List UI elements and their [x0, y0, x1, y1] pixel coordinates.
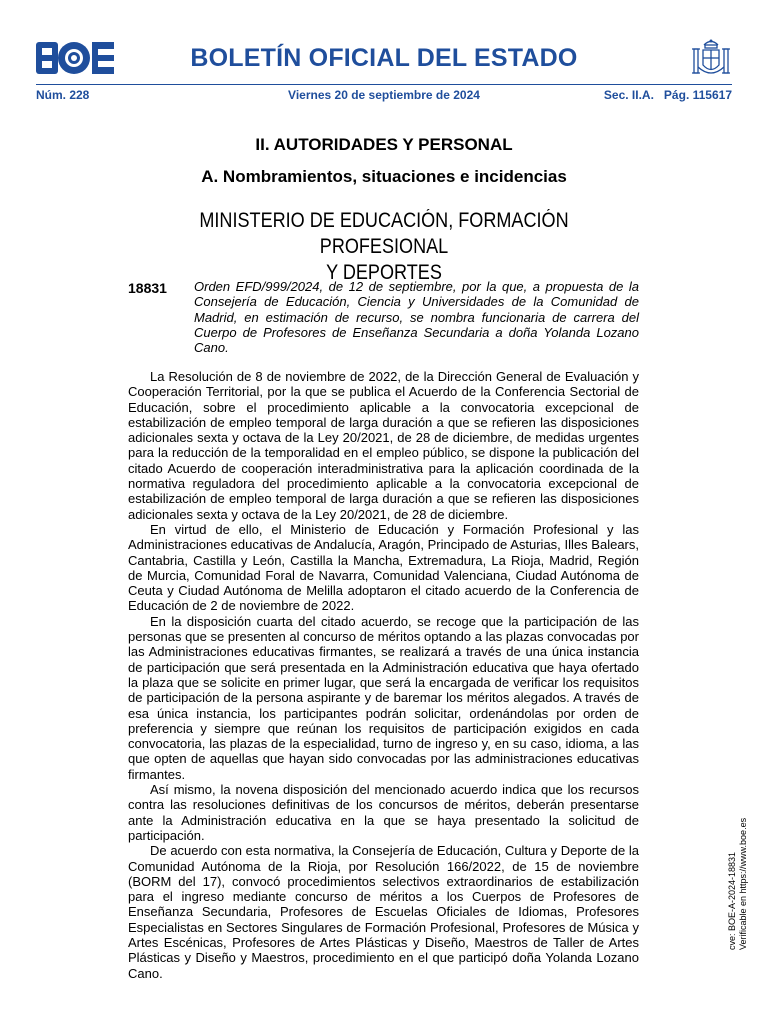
header-divider [36, 84, 732, 85]
paragraph: En virtud de ello, el Ministerio de Educación y Formación Profesional y las Administraciones educativas de Andalucía, Aragón, Principado de Asturias, Illes Balears, Cantabria, Castilla y León, Castilla la Mancha, Extremadura, La Rioja, Madrid, Región de Murcia, Comunidad Foral de Navarra, Comunidad Valenciana, Ciudad Autónoma de Ceuta y Ciudad Autónoma de Melilla adoptaron el citado acuerdo de la Conferencia de Educación de 2 de noviembre de 2022. [128, 521, 639, 614]
coat-of-arms-icon [690, 37, 732, 81]
paragraph: En la disposición cuarta del citado acuerdo, se recoge que la participación de las personas que se presenten al concurso de méritos optando a las plazas convocadas por las Administraciones educativas firmantes, se realizará a través de una única instancia de participación que será presentada en la Administración educativa que haya ofertado la plaza que se solicite en primer lugar, que será la encargada de verificar los requisitos de participación de la persona aspirante y de baremar los méritos alegados. A través de esa única instancia, los participantes podrán solicitar, ordenándolas por orden de preferencia y siempre que reúnan los requisitos de participación exigidos en cada convocatoria, las plazas de la especialidad, turno de ingreso y, en su caso, idioma, a las que opten de aquellas que hayan sido convocadas por las administraciones educativas firmantes. [128, 613, 639, 782]
verification-link[interactable]: Verificable en https://www.boe.es [738, 817, 748, 950]
paragraph: Así mismo, la novena disposición del mencionado acuerdo indica que los recursos contra las resoluciones definitivas de los concursos de méritos, deberán presentarse ante la Administración educativa en la que se haya presentado la solicitud de participación. [128, 782, 639, 843]
issue-date: Viernes 20 de septiembre de 2024 [288, 88, 480, 102]
order-summary: Orden EFD/999/2024, de 12 de septiembre, por la que, a propuesta de la Consejería de Educación, Ciencia y Universidades de la Comunidad de Madrid, en estimación de recurso, se nombra funcionaria de carrera del Cuerpo de Profesores de Enseñanza Secundaria a doña Yolanda Lozano Cano. [194, 279, 639, 356]
ministry-heading [148, 208, 619, 286]
section-page: Sec. II.A. Pág. 115617 [603, 88, 732, 102]
section-heading: II. AUTORIDADES Y PERSONAL [255, 135, 513, 154]
verification-note [727, 810, 749, 950]
ministry-line-1: MINISTERIO DE EDUCACIÓN, FORMACIÓN PROFESIONAL [199, 209, 569, 258]
issue-number: Núm. 228 [36, 88, 90, 102]
ministry-line-2: Y DEPORTES [326, 261, 442, 284]
gazette-title: BOLETÍN OFICIAL DEL ESTADO [190, 44, 578, 72]
subsection-heading: A. Nombramientos, situaciones e incidencias [201, 167, 567, 186]
order-number: 18831 [128, 280, 167, 296]
paragraph: La Resolución de 8 de noviembre de 2022, de la Dirección General de Evaluación y Cooperación Territorial, por la que se publica el Acuerdo de la Conferencia Sectorial de Educación, sobre el procedimiento aplicable a la convocatoria excepcional de estabilización de empleo temporal de larga duración a que se refieren las disposiciones adicionales sexta y octava de la Ley 20/2021, de 28 de diciembre, de medidas urgentes para la reducción de la temporalidad en el empleo público, se dispone la publicación del citado Acuerdo de cooperación interadministrativa para la aplicación coordinada de la normativa reguladora del procedimiento aplicable a la convocatoria excepcional de estabilización de empleo temporal de larga duración a que se refieren las disposiciones adicionales sexta y octava de la Ley 20/2021, de 28 de diciembre. [128, 369, 639, 522]
body-text [128, 369, 639, 981]
paragraph: De acuerdo con esta normativa, la Consejería de Educación, Cultura y Deporte de la Comunidad Autónoma de la Rioja, por Resolución 166/2022, de 15 de noviembre (BORM del 17), convocó procedimientos selectivos extraordinarios de estabilización para el ingreso mediante concurso de méritos a los Cuerpos de Profesores de Enseñanza Secundaria, Profesores de Escuelas Oficiales de Idiomas, Profesores Especialistas en Sectores Singulares de Formación Profesional, Profesores de Música y Artes Escénicas, Profesores de Artes Plásticas y Diseño, Maestros de Taller de Artes Plásticas y Diseño y Maestros, procedimiento en el que participó doña Yolanda Lozano Cano. [128, 843, 639, 981]
cve-code: cve: BOE-A-2024-18831 [727, 851, 737, 950]
boe-logo [36, 42, 116, 74]
